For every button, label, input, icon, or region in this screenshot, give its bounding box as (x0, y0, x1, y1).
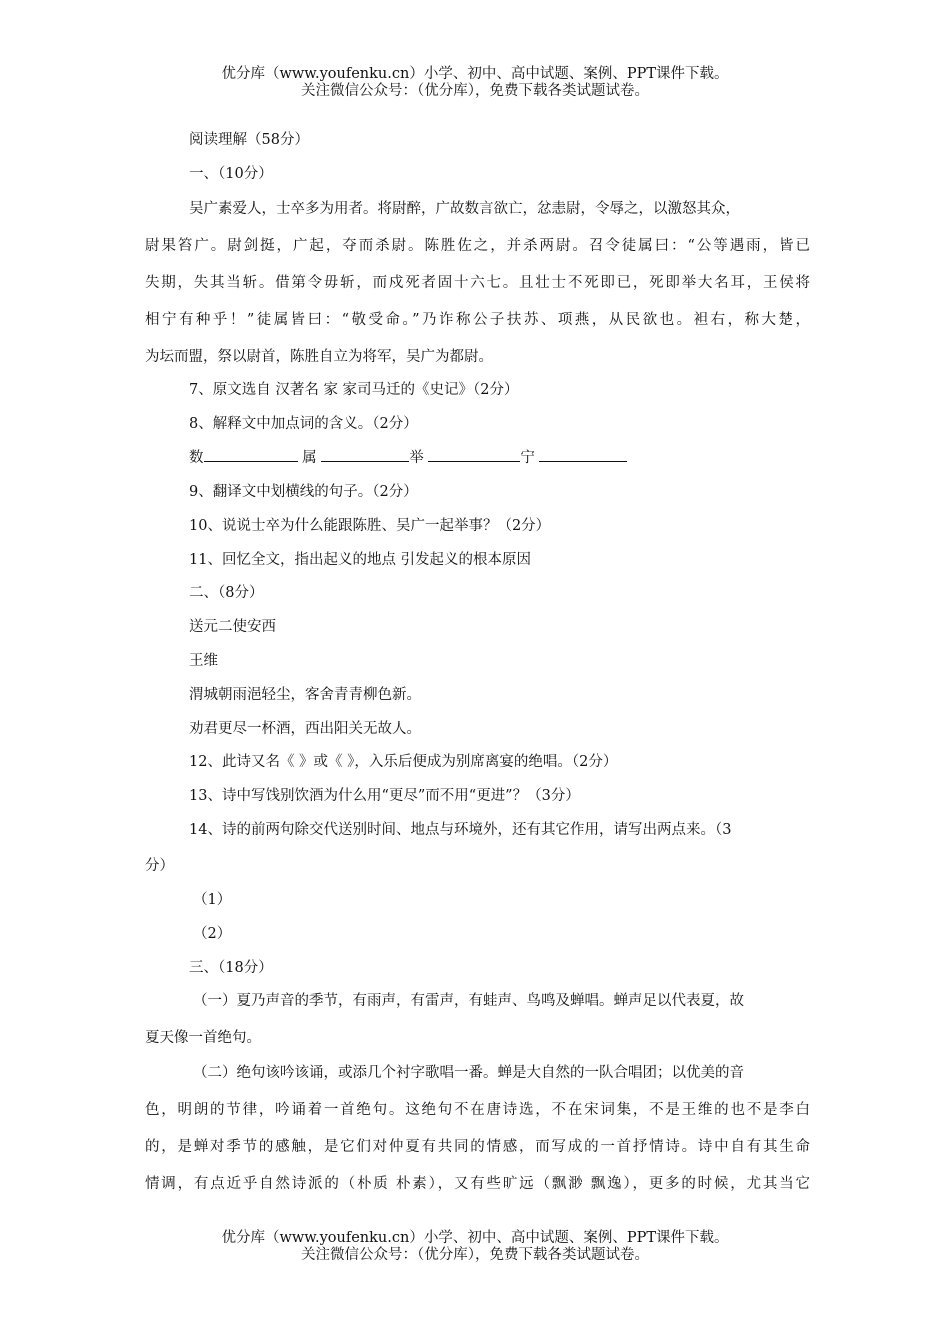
passage-line-3: 失期，失其当斩。借第令毋斩，而戍死者固十六七。且壮士不死即已，死即举大名耳，王侯将 (145, 275, 810, 291)
paragraph2-line-4: 情调，有点近乎自然诗派的（朴质 朴素），又有些旷远（飘渺 飘逸），更多的时候，尤其当它 (145, 1176, 810, 1192)
poem-line-2: 劝君更尽一杯酒，西出阳关无故人。 (189, 721, 421, 737)
page-footer (0, 1230, 950, 1264)
answer-blank[interactable] (321, 447, 409, 462)
part2-heading: 二、（8分） (189, 585, 264, 601)
footer-line-1: 优分库（www.youfenku.cn）小学、初中、高中试题、案例、PPT课件下载。 (221, 1230, 729, 1246)
page-header (0, 66, 950, 100)
poem-author: 王维 (189, 653, 218, 669)
answer-blank[interactable] (428, 447, 520, 462)
part1-heading: 一、（10分） (189, 166, 273, 182)
question-7: 7、原文选自 汉著名 家 家司马迁的《史记》（2分） (189, 382, 519, 398)
passage-line-1: 吴广素爱人，士卒多为用者。将尉醉，广故数言欲亡，忿恚尉，令辱之，以激怒其众， (189, 201, 740, 217)
paragraph2-line-3: 的，是蝉对季节的感触，是它们对仲夏有共同的情感，而写成的一首抒情诗。诗中自有其生命 (145, 1139, 810, 1155)
header-line-1: 优分库（www.youfenku.cn）小学、初中、高中试题、案例、PPT课件下载。 (221, 66, 729, 82)
paragraph2-line-1: （二）绝句该吟该诵，或添几个衬字歌唱一番。蝉是大自然的一队合唱团；以优美的音 (193, 1065, 744, 1081)
question-10: 10、说说士卒为什么能跟陈胜、吴广一起举事？（2分） (189, 518, 551, 534)
passage-line-5: 为坛而盟，祭以尉首，陈胜自立为将军，吴广为都尉。 (145, 349, 493, 365)
blank-label-shu: 数 (189, 450, 204, 466)
blank-label-ju: 举 (409, 450, 424, 466)
answer-item-1: （1） (193, 892, 232, 908)
blank-label-ning: 宁 (520, 450, 535, 466)
question-14-cont: 分） (145, 858, 174, 874)
header-line-2: 关注微信公众号：（优分库），免费下载各类试题试卷。 (301, 83, 649, 99)
answer-blank[interactable] (204, 447, 298, 462)
question-13: 13、诗中写饯别饮酒为什么用“更尽”而不用“更进”？（3分） (189, 788, 580, 804)
passage-line-2: 尉果笞广。尉剑挺，广起，夺而杀尉。陈胜佐之，并杀两尉。召令徒属曰：“公等遇雨，皆已 (145, 238, 810, 254)
question-14: 14、诗的前两句除交代送别时间、地点与环境外，还有其它作用，请写出两点来。（3 (189, 822, 732, 838)
paragraph1-line-1: （一）夏乃声音的季节，有雨声，有雷声，有蛙声、鸟鸣及蝉唱。蝉声足以代表夏，故 (193, 993, 744, 1009)
answer-item-2: （2） (193, 926, 232, 942)
passage-line-4: 相宁有种乎！”徒属皆曰：“敬受命。”乃诈称公子扶苏、项燕，从民欲也。袒右，称大楚， (145, 312, 810, 328)
fill-blanks-row (189, 446, 627, 467)
section-title: 阅读理解（58分） (189, 132, 309, 148)
poem-line-1: 渭城朝雨浥轻尘，客舍青青柳色新。 (189, 687, 421, 703)
question-11: 11、回忆全文，指出起义的地点 引发起义的根本原因 (189, 552, 532, 568)
part3-heading: 三、（18分） (189, 960, 273, 976)
paragraph2-line-2: 色，明朗的节律，吟诵着一首绝句。这绝句不在唐诗选，不在宋词集，不是王维的也不是李白 (145, 1102, 810, 1118)
poem-title: 送元二使安西 (189, 619, 276, 635)
blank-label-shu2: 属 (302, 450, 317, 466)
answer-blank[interactable] (539, 447, 627, 462)
question-9: 9、翻译文中划横线的句子。（2分） (189, 484, 418, 500)
question-12: 12、此诗又名《 》或《 》，入乐后便成为别席离宴的绝唱。（2分） (189, 754, 618, 770)
question-8: 8、解释文中加点词的含义。（2分） (189, 416, 418, 432)
footer-line-2: 关注微信公众号：（优分库），免费下载各类试题试卷。 (301, 1247, 649, 1263)
paragraph1-line-2: 夏天像一首绝句。 (145, 1030, 261, 1046)
